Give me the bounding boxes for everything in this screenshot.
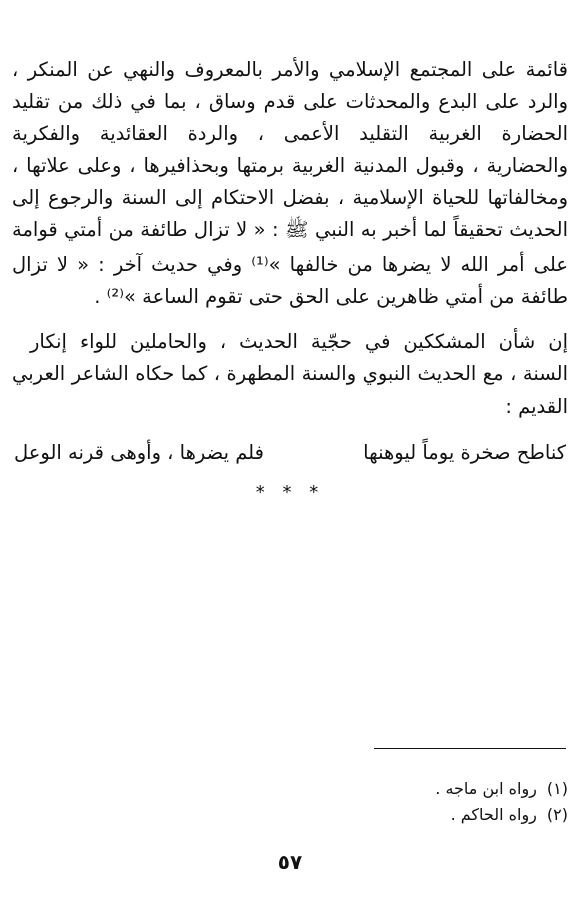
body-line: ومخالفاتها للحياة الإسلامية ، بفضل الاحتكام إلى السنة والرجوع إلى (12, 186, 568, 209)
footnote-number: (٢) (546, 805, 568, 824)
footnote-text: رواه ابن ماجه . (435, 779, 537, 798)
page-number: ٥٧ (277, 850, 303, 874)
body-line: على أمر الله لا يضرها من خالفها »⁽¹⁾ وفي حديث آخر : « لا تزال (12, 253, 568, 276)
paragraph2-line: إن شأن المشككين في حجّية الحديث ، والحاملين للواء إنكار (30, 330, 568, 353)
footnote (435, 778, 568, 800)
body-line: الحضارة الغربية التقليد الأعمى ، والردة العقائدية والفكرية (12, 122, 568, 145)
paragraph2-line: السنة ، مع الحديث النبوي والسنة المطهرة ، كما حكاه الشاعر العربي (12, 362, 568, 385)
body-line: الحديث تحقيقاً لما أخبر به النبي ﷺ : « لا تزال طائفة من أمتي قوامة (12, 218, 568, 241)
paragraph2-line: القديم : (505, 395, 568, 418)
footnote (451, 804, 568, 826)
verse-first-hemistich: كناطح صخرة يوماً ليوهنها (363, 441, 566, 464)
body-line: طائفة من أمتي ظاهرين على الحق حتى تقوم الساعة »⁽²⁾ . (94, 285, 568, 308)
body-line: والحضارية ، وقبول المدنية الغربية برمتها وبحذافيرها ، وعلى علاتها ، (12, 154, 568, 177)
footnote-text: رواه الحاكم . (450, 805, 537, 824)
verse-second-hemistich: فلم يضرها ، وأوهى قرنه الوعل (14, 441, 264, 464)
body-line: قائمة على المجتمع الإسلامي والأمر بالمعروف والنهي عن المنكر ، (12, 58, 568, 81)
footnote-number: (١) (546, 779, 568, 798)
body-line: والرد على البدع والمحدثات على قدم وساق ، بما في ذلك من تقليد (12, 90, 568, 113)
footnote-divider (374, 748, 566, 749)
section-separator: * * * (255, 482, 325, 503)
